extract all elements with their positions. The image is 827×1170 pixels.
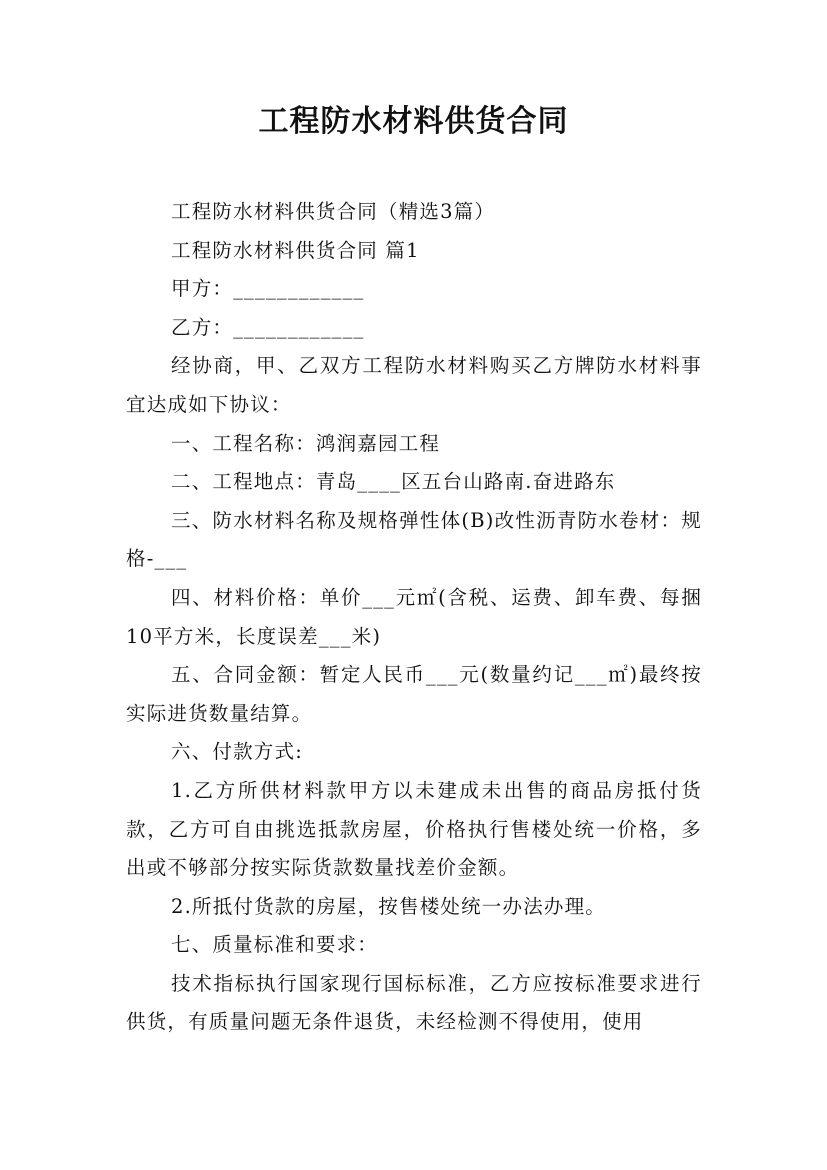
clause: 四、材料价格：单价___元㎡(含税、运费、卸车费、每捆10平方米，长度误差___米) [126, 585, 702, 648]
clause: 1.乙方所供材料款甲方以未建成未出售的商品房抵付货款，乙方可自由挑选抵款房屋，价格执行售楼处统一价格，多出或不够部分按实际货款数量找差价金额。 [126, 778, 702, 880]
clause: 二、工程地点：青岛____区五台山路南.奋进路东 [171, 470, 616, 494]
document-body [126, 193, 702, 1042]
clause: 六、付款方式: [171, 740, 303, 764]
paragraph: 经协商，甲、乙双方工程防水材料购买乙方牌防水材料事宜达成如下协议： [126, 354, 702, 416]
clause: 技术指标执行国家现行国标标准，乙方应按标准要求进行供货，有质量问题无条件退货，未经检测不得使用，使用 [126, 971, 702, 1034]
party-a-line: 甲方：____________ [171, 277, 365, 301]
clause: 2.所抵付货款的房屋，按售楼处统一办法办理。 [171, 894, 607, 918]
clause: 一、工程名称：鸿润嘉园工程 [171, 431, 441, 455]
clause: 七、质量标准和要求： [171, 933, 379, 957]
paragraph: 工程防水材料供货合同 篇1 [171, 238, 420, 262]
document-title: 工程防水材料供货合同 [258, 104, 569, 139]
party-b-line: 乙方：____________ [171, 315, 365, 339]
clause: 三、防水材料名称及规格弹性体(B)改性沥青防水卷材：规格-___ [126, 508, 702, 571]
clause: 五、合同金额：暂定人民币___元(数量约记___㎡)最终按实际进货数量结算。 [126, 663, 702, 725]
paragraph: 工程防水材料供货合同（精选3篇） [171, 200, 496, 223]
